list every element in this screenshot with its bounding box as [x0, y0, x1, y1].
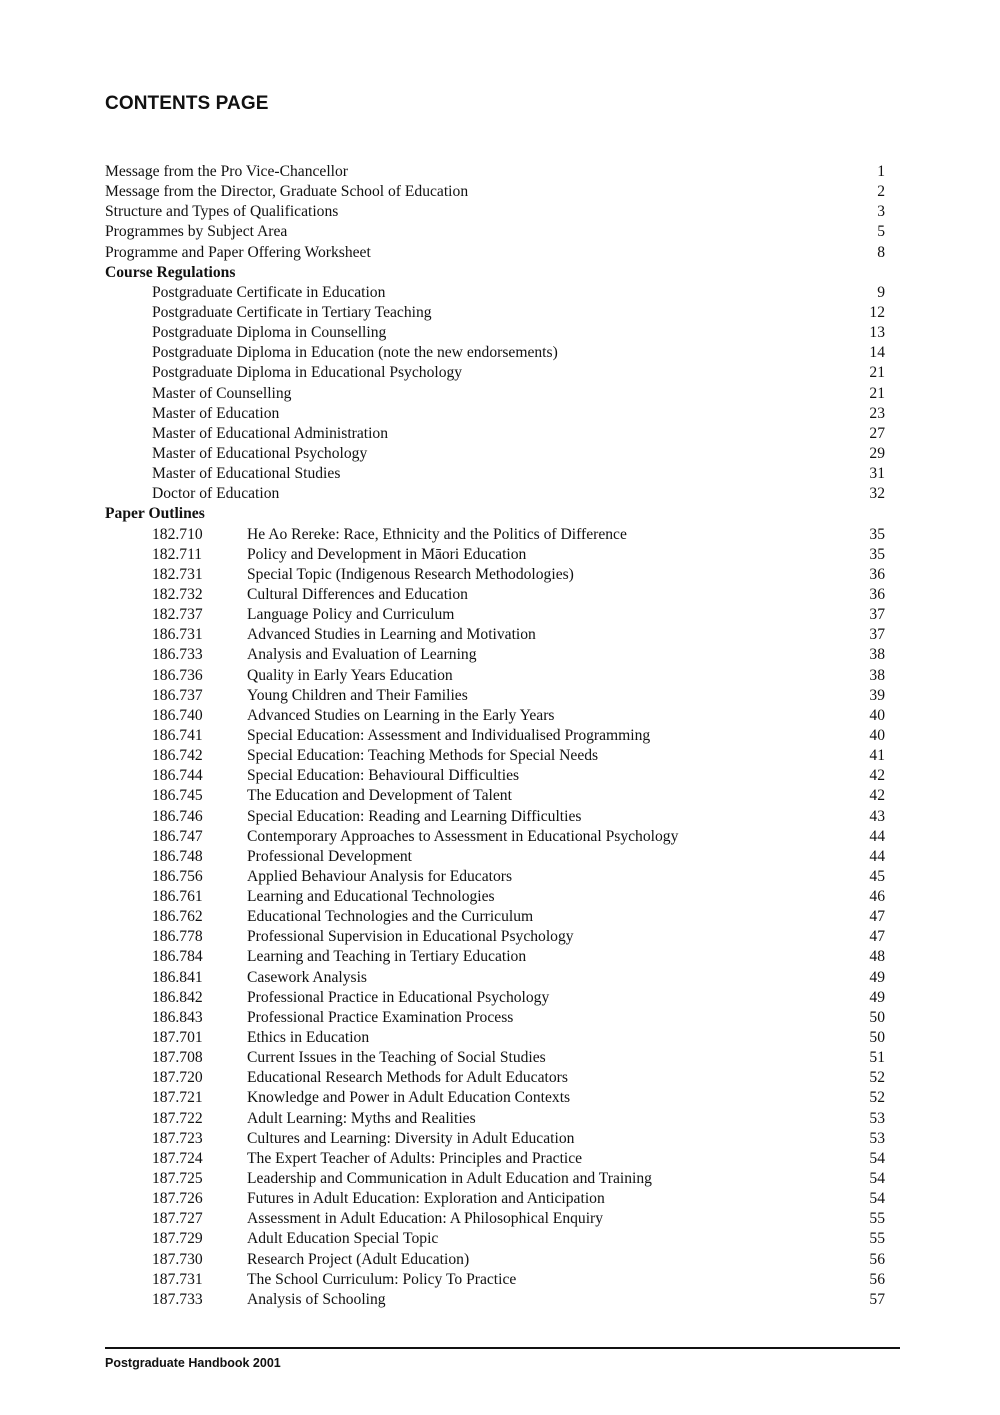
toc-entry[interactable] [105, 867, 885, 887]
toc-entry[interactable] [105, 1209, 885, 1229]
toc-entry[interactable] [105, 1189, 885, 1209]
toc-entry-title: Ethics in Education [247, 1029, 370, 1047]
toc-entry[interactable] [105, 786, 885, 806]
toc-entry-title: Language Policy and Curriculum [247, 606, 455, 624]
toc-entry[interactable] [105, 1169, 885, 1189]
toc-entry-page: 21 [869, 364, 885, 382]
toc-entry-page: 40 [869, 706, 885, 724]
toc-entry-page: 13 [869, 324, 885, 342]
toc-entry[interactable] [105, 605, 885, 625]
toc-entry-title: Assessment in Adult Education: A Philosophical Enquiry [247, 1210, 604, 1228]
toc-entry[interactable] [105, 988, 885, 1008]
toc-entry-page: 36 [869, 565, 885, 583]
toc-entry-title: Young Children and Their Families [247, 686, 468, 704]
paper-code: 182.737 [152, 606, 203, 624]
toc-entry-title: Postgraduate Diploma in Education (note the new endorsements) [152, 344, 558, 362]
toc-entry-title: Master of Educational Studies [152, 465, 341, 483]
section-heading-label: Course Regulations [105, 263, 236, 281]
toc-entry-title: Master of Educational Administration [152, 424, 389, 442]
toc-entry[interactable] [105, 625, 885, 645]
paper-code: 186.841 [152, 968, 203, 986]
toc-entry-title: Learning and Educational Technologies [247, 888, 495, 906]
section-heading-paper-outlines [105, 504, 885, 524]
toc-entry[interactable] [105, 686, 885, 706]
toc-entry-page: 47 [869, 908, 885, 926]
paper-code: 187.722 [152, 1109, 203, 1127]
paper-code: 186.842 [152, 988, 203, 1006]
toc-entry[interactable] [105, 907, 885, 927]
paper-code: 187.701 [152, 1029, 203, 1047]
paper-code: 187.708 [152, 1049, 203, 1067]
toc-entry[interactable] [105, 545, 885, 565]
toc-entry-page: 37 [869, 626, 885, 644]
toc-entry-page: 36 [869, 585, 885, 603]
paper-code: 187.723 [152, 1129, 203, 1147]
toc-entry-title: Professional Practice in Educational Psychology [247, 988, 550, 1006]
toc-entry-title: Advanced Studies in Learning and Motivation [247, 626, 536, 644]
toc-entry-page: 41 [869, 747, 885, 765]
toc-entry-title: The School Curriculum: Policy To Practice [247, 1270, 517, 1288]
section-heading-course-regulations [105, 263, 885, 283]
toc-entry-title: Contemporary Approaches to Assessment in Educational Psychology [247, 827, 679, 845]
toc-entry[interactable] [105, 585, 885, 605]
toc-entry[interactable] [105, 887, 885, 907]
toc-entry-page: 39 [869, 686, 885, 704]
table-of-contents [105, 162, 885, 1310]
toc-entry[interactable] [105, 807, 885, 827]
toc-entry-title: Policy and Development in Māori Education [247, 545, 527, 563]
toc-entry[interactable] [105, 947, 885, 967]
toc-entry[interactable] [105, 464, 885, 484]
toc-entry-title: Adult Education Special Topic [247, 1230, 439, 1248]
paper-code: 186.740 [152, 706, 203, 724]
toc-entry-title: Postgraduate Diploma in Counselling [152, 324, 387, 342]
section-heading-label: Paper Outlines [105, 505, 205, 523]
toc-entry-title: Analysis and Evaluation of Learning [247, 646, 477, 664]
toc-entry-page: 38 [869, 666, 885, 684]
toc-entry-title: Professional Development [247, 847, 412, 865]
toc-entry[interactable] [105, 182, 885, 202]
toc-entry-page: 42 [869, 767, 885, 785]
toc-entry-title: Master of Educational Psychology [152, 444, 368, 462]
toc-entry-title: Cultural Differences and Education [247, 585, 468, 603]
paper-code: 182.731 [152, 565, 203, 583]
toc-entry-title: Postgraduate Certificate in Tertiary Teaching [152, 303, 432, 321]
toc-entry-title: Doctor of Education [152, 485, 280, 503]
toc-entry-title: Programme and Paper Offering Worksheet [105, 243, 371, 261]
toc-entry-page: 43 [869, 807, 885, 825]
toc-entry-page: 37 [869, 606, 885, 624]
paper-code: 186.784 [152, 948, 203, 966]
toc-entry-title: Special Education: Reading and Learning Difficulties [247, 807, 582, 825]
toc-entry[interactable] [105, 1048, 885, 1068]
toc-entry[interactable] [105, 706, 885, 726]
toc-entry-title: Special Education: Assessment and Individualised Programming [247, 726, 651, 744]
toc-entry-title: Special Education: Behavioural Difficulties [247, 767, 520, 785]
paper-code: 186.742 [152, 747, 203, 765]
paper-code: 186.756 [152, 867, 203, 885]
toc-entry-title: Special Education: Teaching Methods for Special Needs [247, 747, 599, 765]
toc-entry-title: Special Topic (Indigenous Research Methodologies) [247, 565, 574, 583]
toc-entry[interactable] [105, 323, 885, 343]
footer-rule [105, 1347, 900, 1349]
toc-entry[interactable] [105, 927, 885, 947]
toc-entry-page: 35 [869, 525, 885, 543]
toc-entry[interactable] [105, 1270, 885, 1290]
paper-code: 187.731 [152, 1270, 203, 1288]
toc-entry[interactable] [105, 766, 885, 786]
toc-entry-title: Research Project (Adult Education) [247, 1250, 470, 1268]
toc-entry[interactable] [105, 726, 885, 746]
toc-entry-title: The Expert Teacher of Adults: Principles and Practice [247, 1149, 583, 1167]
toc-entry-page: 54 [869, 1190, 885, 1208]
toc-entry-page: 1 [877, 163, 885, 180]
toc-entry-page: 8 [877, 243, 885, 261]
toc-entry-page: 53 [869, 1109, 885, 1127]
toc-entry-page: 32 [869, 485, 885, 503]
paper-code: 186.745 [152, 787, 203, 805]
paper-code: 186.843 [152, 1008, 203, 1026]
paper-code: 186.741 [152, 726, 203, 744]
toc-entry-page: 53 [869, 1129, 885, 1147]
toc-entry-page: 44 [869, 827, 885, 845]
toc-entry-title: Educational Research Methods for Adult Educators [247, 1069, 568, 1087]
paper-code: 186.762 [152, 908, 203, 926]
paper-code: 186.746 [152, 807, 203, 825]
paper-code: 187.725 [152, 1170, 203, 1188]
toc-entry-page: 52 [869, 1089, 885, 1107]
toc-entry[interactable] [105, 1229, 885, 1249]
toc-entry[interactable] [105, 363, 885, 383]
toc-entry-page: 54 [869, 1170, 885, 1188]
toc-entry-page: 40 [869, 726, 885, 744]
toc-entry-page: 31 [869, 465, 885, 483]
toc-entry-title: Professional Practice Examination Process [247, 1008, 514, 1026]
paper-code: 187.730 [152, 1250, 203, 1268]
toc-entry-title: Postgraduate Certificate in Education [152, 283, 386, 301]
footer-text: Postgraduate Handbook 2001 [105, 1356, 281, 1370]
toc-entry-page: 45 [869, 867, 885, 885]
toc-entry-title: Educational Technologies and the Curriculum [247, 908, 534, 926]
toc-entry[interactable] [105, 1250, 885, 1270]
paper-code: 187.726 [152, 1190, 203, 1208]
paper-code: 186.761 [152, 888, 203, 906]
toc-entry[interactable] [105, 1028, 885, 1048]
paper-code: 187.720 [152, 1069, 203, 1087]
paper-code: 182.732 [152, 585, 203, 603]
toc-entry-page: 5 [877, 223, 885, 241]
toc-entry-page: 27 [869, 424, 885, 442]
paper-code: 186.731 [152, 626, 203, 644]
toc-entry-title: Learning and Teaching in Tertiary Education [247, 948, 527, 966]
toc-entry-title: Master of Education [152, 404, 280, 422]
toc-entry-title: Professional Supervision in Educational Psychology [247, 928, 574, 946]
toc-entry-page: 51 [869, 1049, 885, 1067]
toc-entry[interactable] [105, 1290, 885, 1310]
toc-entry-page: 50 [869, 1008, 885, 1026]
toc-entry[interactable] [105, 1109, 885, 1129]
toc-entry-title: Message from the Director, Graduate School of Education [105, 183, 469, 201]
page-title: CONTENTS PAGE [105, 93, 269, 114]
toc-entry[interactable] [105, 1088, 885, 1108]
toc-entry[interactable] [105, 424, 885, 444]
toc-entry-page: 48 [869, 948, 885, 966]
toc-entry[interactable] [105, 746, 885, 766]
toc-entry[interactable] [105, 666, 885, 686]
toc-entry-page: 56 [869, 1250, 885, 1268]
toc-entry-title: Structure and Types of Qualifications [105, 203, 339, 221]
toc-entry[interactable] [105, 565, 885, 585]
toc-entry-page: 9 [877, 283, 885, 301]
intro-list [105, 162, 885, 263]
toc-entry-title: Analysis of Schooling [247, 1290, 386, 1308]
paper-code: 186.733 [152, 646, 203, 664]
toc-entry-page: 47 [869, 928, 885, 946]
toc-entry-title: Current Issues in the Teaching of Social Studies [247, 1049, 546, 1067]
toc-entry-title: Quality in Early Years Education [247, 666, 453, 684]
toc-entry-page: 35 [869, 545, 885, 563]
toc-entry-page: 55 [869, 1230, 885, 1248]
toc-entry-page: 54 [869, 1149, 885, 1167]
course-regulations-list [105, 283, 885, 505]
toc-entry-page: 50 [869, 1029, 885, 1047]
toc-entry-page: 21 [869, 384, 885, 402]
toc-entry-page: 57 [869, 1290, 885, 1308]
toc-entry[interactable] [105, 343, 885, 363]
toc-entry-page: 3 [877, 203, 885, 221]
toc-entry-page: 42 [869, 787, 885, 805]
toc-entry-title: Postgraduate Diploma in Educational Psychology [152, 364, 463, 382]
toc-entry[interactable] [105, 444, 885, 464]
toc-entry-title: Knowledge and Power in Adult Education Contexts [247, 1089, 571, 1107]
paper-code: 186.736 [152, 666, 203, 684]
toc-entry-page: 38 [869, 646, 885, 664]
paper-code: 187.721 [152, 1089, 203, 1107]
toc-entry[interactable] [105, 827, 885, 847]
toc-entry[interactable] [105, 847, 885, 867]
toc-entry-title: Advanced Studies on Learning in the Early Years [247, 706, 555, 724]
toc-entry[interactable] [105, 645, 885, 665]
toc-entry-title: Cultures and Learning: Diversity in Adult Education [247, 1129, 575, 1147]
paper-code: 182.711 [152, 545, 203, 563]
toc-entry-title: He Ao Rereke: Race, Ethnicity and the Politics of Difference [247, 525, 627, 543]
paper-code: 187.727 [152, 1210, 203, 1228]
paper-code: 186.748 [152, 847, 203, 865]
toc-entry-page: 14 [869, 344, 885, 362]
toc-entry[interactable] [105, 1149, 885, 1169]
toc-entry-title: Message from the Pro Vice-Chancellor [105, 163, 349, 180]
toc-entry[interactable] [105, 404, 885, 424]
toc-entry-page: 55 [869, 1210, 885, 1228]
paper-code: 187.733 [152, 1290, 203, 1308]
toc-entry-page: 23 [869, 404, 885, 422]
toc-entry-page: 49 [869, 968, 885, 986]
toc-entry[interactable] [105, 1129, 885, 1149]
toc-entry[interactable] [105, 202, 885, 222]
paper-code: 186.737 [152, 686, 203, 704]
paper-code: 187.724 [152, 1149, 203, 1167]
toc-entry-page: 49 [869, 988, 885, 1006]
toc-entry-title: Futures in Adult Education: Exploration and Anticipation [247, 1190, 605, 1208]
toc-entry[interactable] [105, 968, 885, 988]
toc-entry-page: 12 [869, 303, 885, 321]
paper-code: 186.744 [152, 767, 203, 785]
toc-entry-page: 44 [869, 847, 885, 865]
toc-entry-page: 46 [869, 888, 885, 906]
toc-entry-title: Adult Learning: Myths and Realities [247, 1109, 476, 1127]
toc-entry[interactable] [105, 484, 885, 504]
toc-entry[interactable] [105, 525, 885, 545]
paper-code: 186.778 [152, 928, 203, 946]
toc-entry-page: 2 [877, 183, 885, 201]
toc-entry-page: 56 [869, 1270, 885, 1288]
toc-entry-page: 52 [869, 1069, 885, 1087]
toc-entry-title: The Education and Development of Talent [247, 787, 512, 805]
toc-entry[interactable] [105, 303, 885, 323]
paper-outlines-list [105, 525, 885, 1310]
toc-entry-title: Casework Analysis [247, 968, 367, 986]
paper-code: 186.747 [152, 827, 203, 845]
toc-entry[interactable] [105, 283, 885, 303]
paper-code: 182.710 [152, 525, 203, 543]
toc-entry[interactable] [105, 1008, 885, 1028]
toc-entry[interactable] [105, 243, 885, 263]
toc-entry-title: Programmes by Subject Area [105, 223, 288, 241]
toc-entry[interactable] [105, 1068, 885, 1088]
toc-entry[interactable] [105, 162, 885, 182]
toc-entry-title: Master of Counselling [152, 384, 292, 402]
toc-entry-title: Applied Behaviour Analysis for Educators [247, 867, 513, 885]
toc-entry[interactable] [105, 384, 885, 404]
toc-entry-title: Leadership and Communication in Adult Education and Training [247, 1170, 652, 1188]
toc-entry-page: 29 [869, 444, 885, 462]
toc-entry[interactable] [105, 222, 885, 242]
paper-code: 187.729 [152, 1230, 203, 1248]
